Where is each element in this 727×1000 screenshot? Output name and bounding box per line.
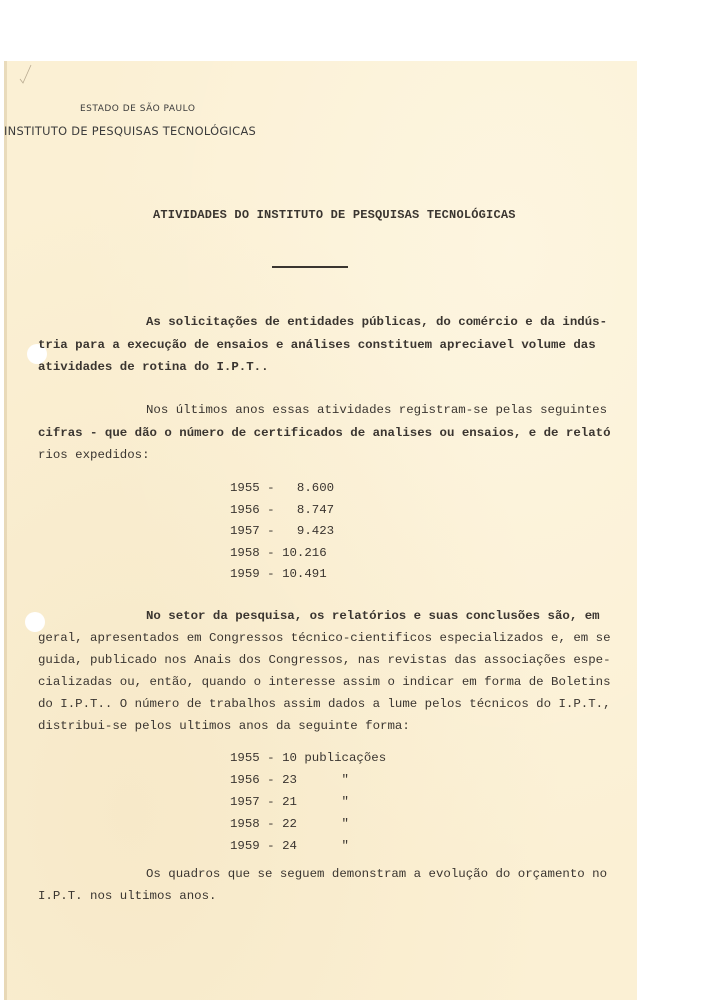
text-line: rios expedidos: [38,448,150,462]
value: 8.600 [289,481,335,495]
year: 1957 [230,795,260,809]
text-line: distribui-se pelos ultimos anos da seguinte forma: [38,719,410,733]
text-line: atividades de rotina do I.P.T.. [38,360,269,374]
letterhead-state: ESTADO DE SÃO PAULO [80,104,196,114]
year: 1957 [230,524,260,538]
separator: - [259,751,283,765]
value: 10 [282,751,297,765]
value: 23 [282,773,297,787]
table-row [230,795,349,809]
separator: - [259,481,283,495]
table-row [230,546,327,560]
value: 10.491 [282,567,327,581]
text-line: tria para a execução de ensaios e análises constituem apreciavel volume das [38,338,596,352]
table-row [230,839,349,853]
table-row [230,567,327,581]
table-row [230,773,349,787]
text-line: No setor da pesquisa, os relatórios e suas conclusões são, em [146,609,600,623]
separator: - [259,567,275,581]
separator: - [259,817,283,831]
year: 1955 [230,751,260,765]
text-line: I.P.T. nos ultimos anos. [38,889,217,903]
separator: - [259,839,283,853]
separator: - [259,502,283,517]
unit: " [296,817,349,831]
year: 1958 [230,817,260,831]
value: 21 [282,795,297,809]
punch-hole [25,612,45,632]
year: 1958 [230,545,260,560]
table-row [230,481,334,495]
text-line: Os quadros que se seguem demonstram a evolução do orçamento no [146,867,608,881]
letterhead-institute: INSTITUTO DE PESQUISAS TECNOLÓGICAS [4,124,257,138]
year: 1959 [230,567,260,581]
separator: - [259,545,275,560]
text-line: do I.P.T.. O número de trabalhos assim dados a lume pelos técnicos do I.P.T., [38,697,611,711]
text-line: Nos últimos anos essas atividades registram-se pelas seguintes [146,403,608,417]
check-mark-icon [19,63,33,85]
unit: " [296,839,349,853]
document-page [4,61,637,1000]
text-line: guida, publicado nos Anais dos Congressos, nas revistas das associações espe- [38,653,611,667]
document-title: ATIVIDADES DO INSTITUTO DE PESQUISAS TECNOLÓGICAS [153,208,516,222]
year: 1955 [230,481,260,495]
text-line: cializadas ou, então, quando o interesse assim o indicar em forma de Boletins [38,675,611,689]
text-line: geral, apresentados em Congressos técnico-cientificos especializados e, em se [38,631,611,645]
year: 1959 [230,839,260,853]
year: 1956 [230,502,260,517]
separator: - [259,795,283,809]
table-row [230,503,334,517]
table-row [230,524,334,538]
value: 10.216 [282,545,327,560]
unit: publicações [296,751,387,765]
text-line: cifras - que dão o número de certificados de analises ou ensaios, e de relató [38,426,611,440]
separator: - [259,524,283,538]
value: 8.747 [289,502,335,517]
unit: " [296,773,349,787]
value: 24 [282,839,297,853]
value: 9.423 [289,524,335,538]
value: 22 [282,817,297,831]
text-line: As solicitações de entidades públicas, do comércio e da indús- [146,315,608,329]
table-row [230,817,349,831]
table-row [230,751,386,765]
unit: " [296,795,349,809]
year: 1956 [230,773,260,787]
separator: - [259,773,283,787]
title-divider [272,266,348,268]
